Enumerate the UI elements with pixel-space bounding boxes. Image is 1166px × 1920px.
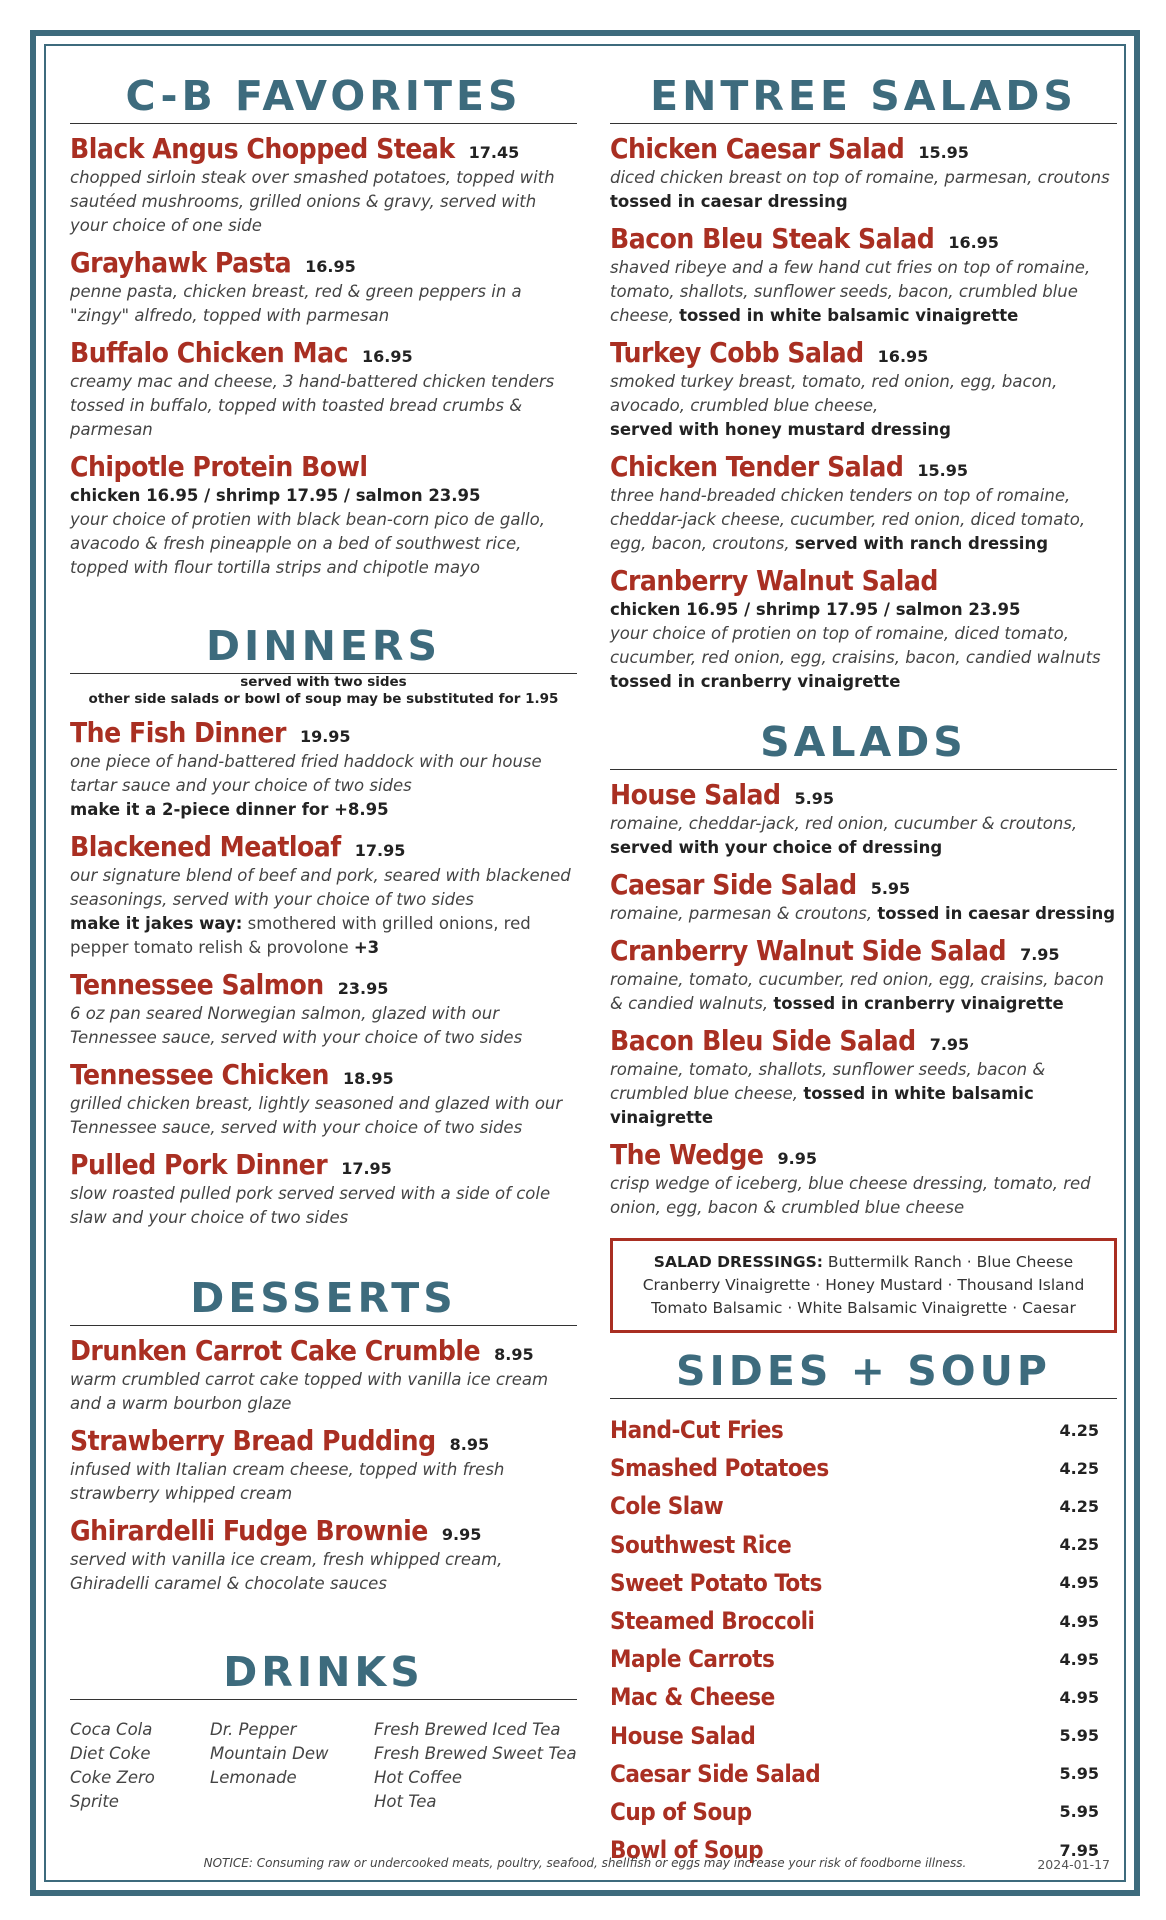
item-price: 9.95 xyxy=(441,1525,482,1544)
side-name: Southwest Rice xyxy=(610,1530,792,1559)
right-column xyxy=(610,46,1117,1869)
item-price: 9.95 xyxy=(777,1149,818,1168)
desserts-section xyxy=(70,1272,577,1596)
side-name: Cup of Soup xyxy=(610,1797,752,1826)
dressings-line: Tomato Balsamic · White Balsamic Vinaigrette · Caesar xyxy=(651,1299,1076,1317)
side-item xyxy=(610,1564,1117,1602)
drink-item: Diet Coke xyxy=(70,1744,151,1763)
dinners-substitution-note: other side salads or bowl of soup may be substituted for 1.95 xyxy=(88,691,559,707)
side-price: 4.25 xyxy=(1059,1496,1099,1516)
menu-item xyxy=(70,1334,577,1416)
item-description: romaine, cheddar-jack, red onion, cucumber & croutons, xyxy=(610,814,1078,833)
side-name: House Salad xyxy=(610,1721,756,1750)
drink-item: Sprite xyxy=(70,1792,119,1811)
item-dressing: served with your choice of dressing xyxy=(610,838,943,857)
item-price: 8.95 xyxy=(449,1435,490,1454)
side-price: 4.25 xyxy=(1059,1420,1099,1440)
item-name: Grayhawk Pasta xyxy=(70,246,292,279)
item-name: Drunken Carrot Cake Crumble xyxy=(70,1334,481,1367)
dinners-note: served with two sides xyxy=(240,674,407,690)
item-description xyxy=(610,256,1117,328)
item-name: Bacon Bleu Steak Salad xyxy=(610,222,935,255)
side-price: 4.25 xyxy=(1059,1535,1099,1555)
food-safety-notice: NOTICE: Consuming raw or undercooked meats, poultry, seafood, shellfish or eggs may increase your risk of foodborne illness. xyxy=(203,1856,967,1870)
sides-title: SIDES + SOUP xyxy=(610,1345,1117,1399)
item-description: chopped sirloin steak over smashed potatoes, topped with sautéed mushrooms, grilled onions & gravy, served with your choice of one side xyxy=(70,168,555,235)
left-column xyxy=(70,46,577,1814)
item-name: Tennessee Salmon xyxy=(70,968,324,1001)
side-item xyxy=(610,1487,1117,1525)
side-price: 4.95 xyxy=(1059,1649,1099,1669)
entree-salads-section xyxy=(610,70,1117,694)
drinks-list xyxy=(70,1718,577,1814)
item-price: 17.45 xyxy=(468,143,520,162)
item-description: slow roasted pulled pork served served with a side of cole slaw and your choice of two sides xyxy=(70,1184,551,1227)
item-price: 5.95 xyxy=(794,789,834,808)
item-name: Cranberry Walnut Side Salad xyxy=(610,934,1007,967)
dinners-title: DINNERS xyxy=(70,620,577,674)
menu-item xyxy=(610,132,1117,214)
side-item xyxy=(610,1449,1117,1487)
item-name: Turkey Cobb Salad xyxy=(610,336,864,369)
favorites-title: C-B FAVORITES xyxy=(70,70,577,124)
drinks-column xyxy=(374,1718,577,1814)
item-dressing: served with honey mustard dressing xyxy=(610,420,951,439)
menu-item xyxy=(70,968,577,1050)
item-name: Chicken Caesar Salad xyxy=(610,132,905,165)
item-name: Chipotle Protein Bowl xyxy=(70,450,368,483)
description-text: romaine, parmesan & croutons, xyxy=(610,904,873,923)
menu-item xyxy=(70,450,577,580)
item-name: Blackened Meatloaf xyxy=(70,830,341,863)
side-item xyxy=(610,1755,1117,1793)
menu-item xyxy=(610,564,1117,694)
side-name: Steamed Broccoli xyxy=(610,1607,815,1636)
menu-inner-frame xyxy=(44,44,1126,1882)
item-dressing: served with ranch dressing xyxy=(794,534,1049,553)
side-name: Cole Slaw xyxy=(610,1492,724,1521)
item-description: one piece of hand-battered fried haddock with our house tartar sauce and your choice of two sides xyxy=(70,752,542,795)
item-price: 23.95 xyxy=(337,979,389,998)
item-name: The Wedge xyxy=(610,1138,764,1171)
drink-item: Fresh Brewed Sweet Tea xyxy=(374,1744,577,1763)
side-item xyxy=(610,1602,1117,1640)
menu-item xyxy=(70,1424,577,1506)
drink-item: Lemonade xyxy=(210,1768,297,1787)
desserts-title: DESSERTS xyxy=(70,1272,577,1326)
protein-options: chicken 16.95 / shrimp 17.95 / salmon 23.95 xyxy=(70,486,481,505)
salads-title: SALADS xyxy=(610,716,1117,770)
item-description xyxy=(610,902,1117,926)
side-price: 5.95 xyxy=(1059,1802,1099,1822)
menu-item xyxy=(70,716,577,822)
side-name: Hand-Cut Fries xyxy=(610,1416,784,1445)
menu-item xyxy=(70,1058,577,1140)
menu-item xyxy=(70,246,577,328)
item-name: Caesar Side Salad xyxy=(610,868,857,901)
item-upgrade: make it a 2-piece dinner for +8.95 xyxy=(70,800,389,819)
menu-item xyxy=(610,1024,1117,1130)
drink-item: Hot Tea xyxy=(374,1792,437,1811)
item-name: Tennessee Chicken xyxy=(70,1058,329,1091)
item-description xyxy=(610,968,1117,1016)
item-description: 6 oz pan seared Norwegian salmon, glazed with our Tennessee sauce, served with your choice of two sides xyxy=(70,1004,523,1047)
menu-item xyxy=(70,132,577,238)
item-price: 16.95 xyxy=(305,257,356,276)
dressings-line: Cranberry Vinaigrette · Honey Mustard · Thousand Island xyxy=(642,1276,1085,1294)
item-description: your choice of protien on top of romaine, diced tomato, cucumber, red onion, egg, craisins, bacon, candied walnuts xyxy=(610,624,1101,667)
item-description: creamy mac and cheese, 3 hand-battered chicken tenders tossed in buffalo, topped with toasted bread crumbs & parmesan xyxy=(70,372,555,439)
description-text: romaine, tomato, shallots, sunflower seeds, bacon & crumbled blue cheese, xyxy=(610,1060,1046,1103)
side-item xyxy=(610,1793,1117,1831)
item-description: crisp wedge of iceberg, blue cheese dressing, tomato, red onion, egg, bacon & crumbled blue cheese xyxy=(610,1174,1091,1217)
item-name: Strawberry Bread Pudding xyxy=(70,1424,436,1457)
menu-item xyxy=(610,934,1117,1016)
dinners-section xyxy=(70,620,577,1230)
dressings-line xyxy=(621,1251,1106,1274)
item-name: The Fish Dinner xyxy=(70,716,286,749)
menu-date: 2024-01-17 xyxy=(1037,1857,1110,1872)
protein-options: chicken 16.95 / shrimp 17.95 / salmon 23.95 xyxy=(610,600,1021,619)
side-name: Smashed Potatoes xyxy=(610,1454,829,1483)
entree-salads-title: ENTREE SALADS xyxy=(610,70,1117,124)
description-text: three hand-breaded chicken tenders on top of romaine, cheddar-jack cheese, cucumber, red onion, diced tomato, egg, bacon, croutons, xyxy=(610,486,1086,553)
menu-item xyxy=(70,336,577,442)
item-price: 16.95 xyxy=(362,347,413,366)
sides-list xyxy=(610,1411,1117,1869)
drink-item: Coca Cola xyxy=(70,1720,153,1739)
side-price: 4.25 xyxy=(1059,1458,1099,1478)
item-description: infused with Italian cream cheese, topped with fresh strawberry whipped cream xyxy=(70,1460,505,1503)
drink-item: Dr. Pepper xyxy=(210,1720,297,1739)
menu-item xyxy=(610,336,1117,442)
item-price: 7.95 xyxy=(1020,945,1060,964)
side-price: 7.95 xyxy=(1059,1840,1099,1860)
upgrade-label: make it jakes way: xyxy=(70,914,243,933)
side-item xyxy=(610,1717,1117,1755)
side-item xyxy=(610,1678,1117,1716)
item-description: penne pasta, chicken breast, red & green peppers in a "zingy" alfredo, topped with parmesan xyxy=(70,282,522,325)
item-price: 15.95 xyxy=(918,143,969,162)
side-price: 5.95 xyxy=(1059,1726,1099,1746)
side-price: 4.95 xyxy=(1059,1687,1099,1707)
side-name: Mac & Cheese xyxy=(610,1683,775,1712)
item-price: 5.95 xyxy=(870,879,911,898)
upgrade-price: +3 xyxy=(353,938,380,957)
drinks-section xyxy=(70,1646,577,1814)
item-name: Ghirardelli Fudge Brownie xyxy=(70,1514,428,1547)
drinks-title: DRINKS xyxy=(70,1646,577,1700)
item-name: Cranberry Walnut Salad xyxy=(610,564,938,597)
item-price: 17.95 xyxy=(341,1159,392,1178)
salads-section xyxy=(610,716,1117,1220)
drinks-column xyxy=(70,1718,210,1814)
drink-item: Mountain Dew xyxy=(210,1744,329,1763)
menu-item xyxy=(610,868,1117,926)
drink-item: Fresh Brewed Iced Tea xyxy=(374,1720,561,1739)
item-price: 7.95 xyxy=(929,1035,970,1054)
dressings-text: Buttermilk Ranch · Blue Cheese xyxy=(827,1253,1074,1271)
upgrade-text: smothered with grilled onions, red pepper tomato relish & provolone xyxy=(70,914,531,957)
menu-item xyxy=(70,830,577,960)
menu-item xyxy=(610,450,1117,556)
item-name: Bacon Bleu Side Salad xyxy=(610,1024,916,1057)
menu-item xyxy=(610,222,1117,328)
menu-item xyxy=(70,1514,577,1596)
side-name: Caesar Side Salad xyxy=(610,1759,821,1788)
item-upgrade xyxy=(70,912,577,960)
item-name: House Salad xyxy=(610,778,781,811)
side-name: Sweet Potato Tots xyxy=(610,1568,822,1597)
item-dressing: tossed in white balsamic vinaigrette xyxy=(679,306,1019,325)
side-price: 4.95 xyxy=(1059,1573,1099,1593)
item-price: 16.95 xyxy=(877,347,929,366)
item-price: 8.95 xyxy=(494,1345,534,1364)
item-dressing: tossed in caesar dressing xyxy=(610,192,848,211)
item-name: Chicken Tender Salad xyxy=(610,450,904,483)
drink-item: Hot Coffee xyxy=(374,1768,463,1787)
item-price: 16.95 xyxy=(948,233,999,252)
item-description xyxy=(610,1058,1117,1130)
item-name: Pulled Pork Dinner xyxy=(70,1148,328,1181)
item-name: Black Angus Chopped Steak xyxy=(70,132,455,165)
item-description: grilled chicken breast, lightly seasoned and glazed with our Tennessee sauce, served with your choice of two sides xyxy=(70,1094,563,1137)
item-price: 19.95 xyxy=(299,727,351,746)
item-description: smoked turkey breast, tomato, red onion, egg, bacon, avocado, crumbled blue cheese, xyxy=(610,372,1058,415)
favorites-section xyxy=(70,70,577,580)
side-item xyxy=(610,1526,1117,1564)
menu-item xyxy=(610,778,1117,860)
item-dressing: tossed in cranberry vinaigrette xyxy=(610,672,901,691)
side-name: Bowl of Soup xyxy=(610,1836,764,1865)
menu-frame xyxy=(30,30,1140,1896)
item-description: our signature blend of beef and pork, seared with blackened seasonings, served with your choice of two sides xyxy=(70,866,571,909)
item-description: diced chicken breast on top of romaine, parmesan, croutons xyxy=(610,168,1110,187)
drinks-column xyxy=(210,1718,374,1814)
salad-dressings-box xyxy=(610,1238,1117,1333)
item-description xyxy=(610,484,1117,556)
dressings-label: SALAD DRESSINGS: xyxy=(653,1253,823,1271)
item-price: 17.95 xyxy=(354,841,406,860)
description-text: romaine, tomato, cucumber, red onion, egg, craisins, bacon & candied walnuts, xyxy=(610,970,1104,1013)
item-description: your choice of protien with black bean-corn pico de gallo, avacodo & fresh pineapple on a bed of southwest rice, topped with flour tortilla strips and chipotle mayo xyxy=(70,510,545,577)
item-dressing: tossed in cranberry vinaigrette xyxy=(773,994,1064,1013)
description-text: shaved ribeye and a few hand cut fries on top of romaine, tomato, shallots, sunflower seeds, bacon, crumbled blue cheese, xyxy=(610,258,1091,325)
side-item xyxy=(610,1640,1117,1678)
item-description: served with vanilla ice cream, fresh whipped cream, Ghiradelli caramel & chocolate sauces xyxy=(70,1550,503,1593)
sides-section xyxy=(610,1345,1117,1869)
side-price: 4.95 xyxy=(1059,1611,1099,1631)
drink-item: Coke Zero xyxy=(70,1768,155,1787)
item-description: warm crumbled carrot cake topped with vanilla ice cream and a warm bourbon glaze xyxy=(70,1370,549,1413)
side-price: 5.95 xyxy=(1059,1764,1099,1784)
item-price: 15.95 xyxy=(917,461,968,480)
side-name: Maple Carrots xyxy=(610,1645,775,1674)
menu-item xyxy=(70,1148,577,1230)
item-dressing: tossed in caesar dressing xyxy=(877,904,1116,923)
item-price: 18.95 xyxy=(342,1069,394,1088)
side-item xyxy=(610,1411,1117,1449)
item-name: Buffalo Chicken Mac xyxy=(70,336,348,369)
menu-item xyxy=(610,1138,1117,1220)
item-dressing: tossed in white balsamic vinaigrette xyxy=(610,1084,1034,1127)
